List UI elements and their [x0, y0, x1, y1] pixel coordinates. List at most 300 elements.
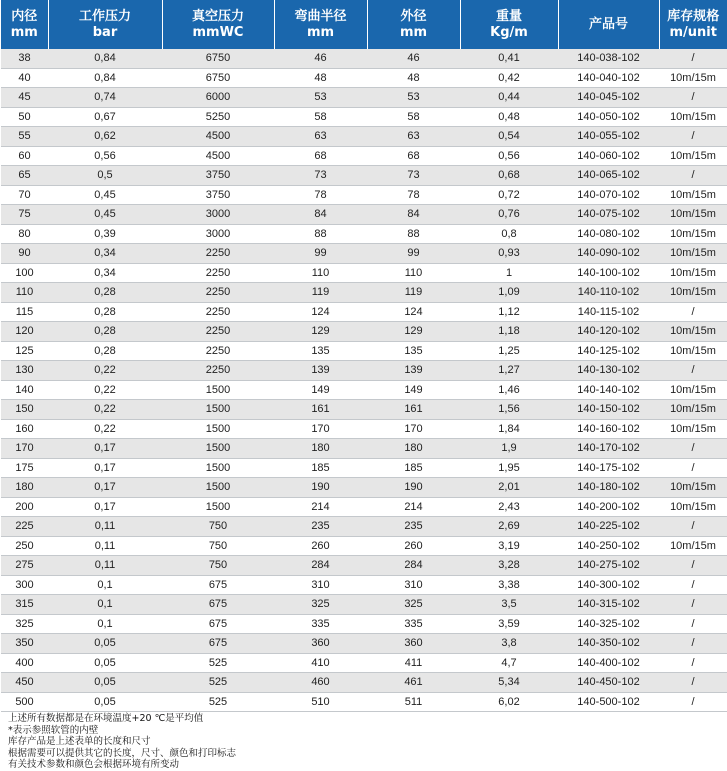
stock-spec-cell: /: [659, 673, 727, 693]
table-row: [1, 68, 727, 88]
working-pressure-cell: 0,56: [48, 146, 162, 166]
outer-diameter-cell: 99: [367, 244, 460, 264]
header-stock-spec: 库存规格 m/unit: [659, 0, 727, 49]
stock-spec-cell: 10m/15m: [659, 146, 727, 166]
weight-cell: 2,01: [460, 478, 558, 498]
working-pressure-cell: 0,1: [48, 595, 162, 615]
working-pressure-cell: 0,34: [48, 263, 162, 283]
product-code-cell: 140-450-102: [558, 673, 659, 693]
inner-diameter-cell: 350: [1, 634, 48, 654]
inner-diameter-cell: 300: [1, 575, 48, 595]
table-row: [1, 536, 727, 556]
product-code-cell: 140-315-102: [558, 595, 659, 615]
outer-diameter-cell: 185: [367, 458, 460, 478]
footnote: 上述所有数据都是在环境温度+20 ℃是平均值: [8, 713, 204, 724]
stock-spec-cell: 10m/15m: [659, 419, 727, 439]
header-vacuum-pressure: 真空压力 mmWC: [162, 0, 274, 49]
vacuum-pressure-cell: 750: [162, 517, 274, 537]
table-row: [1, 692, 727, 712]
table-row: [1, 614, 727, 634]
outer-diameter-cell: 161: [367, 400, 460, 420]
table-row: [1, 302, 727, 322]
vacuum-pressure-cell: 1500: [162, 497, 274, 517]
inner-diameter-cell: 180: [1, 478, 48, 498]
table-row: [1, 263, 727, 283]
product-code-cell: 140-175-102: [558, 458, 659, 478]
table-row: [1, 673, 727, 693]
table-row: [1, 653, 727, 673]
stock-spec-cell: /: [659, 634, 727, 654]
weight-cell: 1,12: [460, 302, 558, 322]
inner-diameter-cell: 110: [1, 283, 48, 303]
table-row: [1, 107, 727, 127]
working-pressure-cell: 0,22: [48, 400, 162, 420]
bend-radius-cell: 53: [274, 88, 367, 108]
header-outer-diameter: 外径 mm: [367, 0, 460, 49]
working-pressure-cell: 0,11: [48, 556, 162, 576]
product-code-cell: 140-200-102: [558, 497, 659, 517]
bend-radius-cell: 284: [274, 556, 367, 576]
working-pressure-cell: 0,22: [48, 419, 162, 439]
table-row: [1, 556, 727, 576]
product-code-cell: 140-040-102: [558, 68, 659, 88]
outer-diameter-cell: 461: [367, 673, 460, 693]
outer-diameter-cell: 63: [367, 127, 460, 147]
bend-radius-cell: 135: [274, 341, 367, 361]
stock-spec-cell: 10m/15m: [659, 224, 727, 244]
outer-diameter-cell: 180: [367, 439, 460, 459]
weight-cell: 1,9: [460, 439, 558, 459]
vacuum-pressure-cell: 2250: [162, 302, 274, 322]
stock-spec-cell: /: [659, 166, 727, 186]
table-row: [1, 322, 727, 342]
inner-diameter-cell: 55: [1, 127, 48, 147]
outer-diameter-cell: 214: [367, 497, 460, 517]
weight-cell: 0,54: [460, 127, 558, 147]
weight-cell: 2,43: [460, 497, 558, 517]
stock-spec-cell: 10m/15m: [659, 263, 727, 283]
weight-cell: 1,46: [460, 380, 558, 400]
outer-diameter-cell: 325: [367, 595, 460, 615]
working-pressure-cell: 0,62: [48, 127, 162, 147]
stock-spec-cell: /: [659, 88, 727, 108]
working-pressure-cell: 0,67: [48, 107, 162, 127]
stock-spec-cell: /: [659, 361, 727, 381]
stock-spec-cell: 10m/15m: [659, 185, 727, 205]
bend-radius-cell: 460: [274, 673, 367, 693]
product-code-cell: 140-170-102: [558, 439, 659, 459]
vacuum-pressure-cell: 6000: [162, 88, 274, 108]
product-code-cell: 140-180-102: [558, 478, 659, 498]
hose-spec-table: [1, 0, 727, 712]
vacuum-pressure-cell: 2250: [162, 341, 274, 361]
vacuum-pressure-cell: 4500: [162, 146, 274, 166]
stock-spec-cell: /: [659, 692, 727, 712]
inner-diameter-cell: 45: [1, 88, 48, 108]
bend-radius-cell: 410: [274, 653, 367, 673]
weight-cell: 1,25: [460, 341, 558, 361]
bend-radius-cell: 180: [274, 439, 367, 459]
vacuum-pressure-cell: 2250: [162, 322, 274, 342]
vacuum-pressure-cell: 675: [162, 634, 274, 654]
table-row: [1, 341, 727, 361]
bend-radius-cell: 46: [274, 49, 367, 68]
inner-diameter-cell: 120: [1, 322, 48, 342]
stock-spec-cell: /: [659, 575, 727, 595]
working-pressure-cell: 0,84: [48, 68, 162, 88]
footnote: 库存产品是上述表单的长度和尺寸: [8, 736, 151, 747]
outer-diameter-cell: 335: [367, 614, 460, 634]
outer-diameter-cell: 139: [367, 361, 460, 381]
stock-spec-cell: /: [659, 614, 727, 634]
inner-diameter-cell: 100: [1, 263, 48, 283]
product-code-cell: 140-250-102: [558, 536, 659, 556]
stock-spec-cell: /: [659, 439, 727, 459]
working-pressure-cell: 0,22: [48, 380, 162, 400]
bend-radius-cell: 510: [274, 692, 367, 712]
vacuum-pressure-cell: 3750: [162, 185, 274, 205]
weight-cell: 3,38: [460, 575, 558, 595]
outer-diameter-cell: 58: [367, 107, 460, 127]
weight-cell: 0,76: [460, 205, 558, 225]
stock-spec-cell: 10m/15m: [659, 400, 727, 420]
vacuum-pressure-cell: 750: [162, 536, 274, 556]
table-row: [1, 224, 727, 244]
footnote: 根据需要可以提供其它的长度，尺寸、颜色和打印标志: [8, 747, 237, 759]
weight-cell: 0,93: [460, 244, 558, 264]
bend-radius-cell: 84: [274, 205, 367, 225]
table-row: [1, 361, 727, 381]
bend-radius-cell: 78: [274, 185, 367, 205]
bend-radius-cell: 310: [274, 575, 367, 595]
product-code-cell: 140-055-102: [558, 127, 659, 147]
table-row: [1, 575, 727, 595]
bend-radius-cell: 58: [274, 107, 367, 127]
inner-diameter-cell: 325: [1, 614, 48, 634]
inner-diameter-cell: 115: [1, 302, 48, 322]
working-pressure-cell: 0,28: [48, 283, 162, 303]
header-inner-diameter: 内径 mm: [1, 0, 48, 49]
bend-radius-cell: 48: [274, 68, 367, 88]
stock-spec-cell: /: [659, 595, 727, 615]
table-row: [1, 478, 727, 498]
inner-diameter-cell: 75: [1, 205, 48, 225]
weight-cell: 1,27: [460, 361, 558, 381]
table-row: [1, 497, 727, 517]
product-code-cell: 140-140-102: [558, 380, 659, 400]
vacuum-pressure-cell: 1500: [162, 458, 274, 478]
stock-spec-cell: /: [659, 302, 727, 322]
working-pressure-cell: 0,05: [48, 692, 162, 712]
product-code-cell: 140-120-102: [558, 322, 659, 342]
outer-diameter-cell: 53: [367, 88, 460, 108]
weight-cell: 0,42: [460, 68, 558, 88]
stock-spec-cell: /: [659, 517, 727, 537]
inner-diameter-cell: 65: [1, 166, 48, 186]
stock-spec-cell: /: [659, 556, 727, 576]
table-row: [1, 458, 727, 478]
product-code-cell: 140-080-102: [558, 224, 659, 244]
table-header-row: [1, 0, 727, 49]
header-bend-radius: 弯曲半径 mm: [274, 0, 367, 49]
working-pressure-cell: 0,05: [48, 673, 162, 693]
inner-diameter-cell: 170: [1, 439, 48, 459]
inner-diameter-cell: 140: [1, 380, 48, 400]
outer-diameter-cell: 310: [367, 575, 460, 595]
vacuum-pressure-cell: 5250: [162, 107, 274, 127]
inner-diameter-cell: 50: [1, 107, 48, 127]
outer-diameter-cell: 84: [367, 205, 460, 225]
vacuum-pressure-cell: 3000: [162, 205, 274, 225]
vacuum-pressure-cell: 525: [162, 653, 274, 673]
working-pressure-cell: 0,1: [48, 614, 162, 634]
stock-spec-cell: /: [659, 653, 727, 673]
weight-cell: 4,7: [460, 653, 558, 673]
outer-diameter-cell: 46: [367, 49, 460, 68]
weight-cell: 6,02: [460, 692, 558, 712]
bend-radius-cell: 260: [274, 536, 367, 556]
vacuum-pressure-cell: 1500: [162, 400, 274, 420]
outer-diameter-cell: 235: [367, 517, 460, 537]
working-pressure-cell: 0,28: [48, 302, 162, 322]
vacuum-pressure-cell: 1500: [162, 380, 274, 400]
product-code-cell: 140-115-102: [558, 302, 659, 322]
bend-radius-cell: 335: [274, 614, 367, 634]
working-pressure-cell: 0,11: [48, 536, 162, 556]
bend-radius-cell: 124: [274, 302, 367, 322]
stock-spec-cell: /: [659, 49, 727, 68]
product-code-cell: 140-225-102: [558, 517, 659, 537]
table-row: [1, 205, 727, 225]
working-pressure-cell: 0,17: [48, 497, 162, 517]
outer-diameter-cell: 360: [367, 634, 460, 654]
inner-diameter-cell: 175: [1, 458, 48, 478]
vacuum-pressure-cell: 675: [162, 614, 274, 634]
stock-spec-cell: 10m/15m: [659, 244, 727, 264]
product-code-cell: 140-130-102: [558, 361, 659, 381]
header-working-pressure: 工作压力 bar: [48, 0, 162, 49]
footnote: *表示参照软管的内壁: [8, 724, 99, 736]
inner-diameter-cell: 500: [1, 692, 48, 712]
outer-diameter-cell: 124: [367, 302, 460, 322]
bend-radius-cell: 99: [274, 244, 367, 264]
stock-spec-cell: 10m/15m: [659, 205, 727, 225]
weight-cell: 1,56: [460, 400, 558, 420]
outer-diameter-cell: 73: [367, 166, 460, 186]
table-row: [1, 439, 727, 459]
bend-radius-cell: 88: [274, 224, 367, 244]
working-pressure-cell: 0,11: [48, 517, 162, 537]
outer-diameter-cell: 511: [367, 692, 460, 712]
vacuum-pressure-cell: 750: [162, 556, 274, 576]
product-code-cell: 140-500-102: [558, 692, 659, 712]
working-pressure-cell: 0,39: [48, 224, 162, 244]
outer-diameter-cell: 129: [367, 322, 460, 342]
working-pressure-cell: 0,28: [48, 322, 162, 342]
weight-cell: 1: [460, 263, 558, 283]
product-code-cell: 140-075-102: [558, 205, 659, 225]
inner-diameter-cell: 38: [1, 49, 48, 68]
weight-cell: 5,34: [460, 673, 558, 693]
weight-cell: 1,95: [460, 458, 558, 478]
stock-spec-cell: 10m/15m: [659, 107, 727, 127]
stock-spec-cell: 10m/15m: [659, 283, 727, 303]
weight-cell: 0,44: [460, 88, 558, 108]
stock-spec-cell: 10m/15m: [659, 536, 727, 556]
product-code-cell: 140-300-102: [558, 575, 659, 595]
bend-radius-cell: 325: [274, 595, 367, 615]
weight-cell: 2,69: [460, 517, 558, 537]
product-code-cell: 140-045-102: [558, 88, 659, 108]
weight-cell: 1,84: [460, 419, 558, 439]
weight-cell: 3,28: [460, 556, 558, 576]
product-code-cell: 140-325-102: [558, 614, 659, 634]
vacuum-pressure-cell: 2250: [162, 263, 274, 283]
bend-radius-cell: 63: [274, 127, 367, 147]
vacuum-pressure-cell: 1500: [162, 439, 274, 459]
outer-diameter-cell: 149: [367, 380, 460, 400]
inner-diameter-cell: 400: [1, 653, 48, 673]
vacuum-pressure-cell: 6750: [162, 68, 274, 88]
outer-diameter-cell: 284: [367, 556, 460, 576]
stock-spec-cell: 10m/15m: [659, 380, 727, 400]
outer-diameter-cell: 170: [367, 419, 460, 439]
bend-radius-cell: 110: [274, 263, 367, 283]
weight-cell: 3,5: [460, 595, 558, 615]
working-pressure-cell: 0,05: [48, 653, 162, 673]
product-code-cell: 140-160-102: [558, 419, 659, 439]
inner-diameter-cell: 40: [1, 68, 48, 88]
product-code-cell: 140-275-102: [558, 556, 659, 576]
weight-cell: 0,8: [460, 224, 558, 244]
outer-diameter-cell: 78: [367, 185, 460, 205]
table-row: [1, 244, 727, 264]
inner-diameter-cell: 80: [1, 224, 48, 244]
stock-spec-cell: 10m/15m: [659, 322, 727, 342]
table-row: [1, 127, 727, 147]
bend-radius-cell: 149: [274, 380, 367, 400]
outer-diameter-cell: 411: [367, 653, 460, 673]
weight-cell: 0,56: [460, 146, 558, 166]
working-pressure-cell: 0,45: [48, 185, 162, 205]
outer-diameter-cell: 119: [367, 283, 460, 303]
inner-diameter-cell: 130: [1, 361, 48, 381]
vacuum-pressure-cell: 675: [162, 595, 274, 615]
vacuum-pressure-cell: 6750: [162, 49, 274, 68]
table-row: [1, 49, 727, 68]
working-pressure-cell: 0,1: [48, 575, 162, 595]
vacuum-pressure-cell: 2250: [162, 244, 274, 264]
bend-radius-cell: 119: [274, 283, 367, 303]
stock-spec-cell: 10m/15m: [659, 68, 727, 88]
inner-diameter-cell: 90: [1, 244, 48, 264]
product-code-cell: 140-090-102: [558, 244, 659, 264]
inner-diameter-cell: 150: [1, 400, 48, 420]
vacuum-pressure-cell: 1500: [162, 419, 274, 439]
footnote: 有关技术参数和颜色会根据环境有所变动: [8, 759, 180, 770]
table-row: [1, 517, 727, 537]
vacuum-pressure-cell: 1500: [162, 478, 274, 498]
working-pressure-cell: 0,05: [48, 634, 162, 654]
working-pressure-cell: 0,5: [48, 166, 162, 186]
weight-cell: 0,72: [460, 185, 558, 205]
bend-radius-cell: 360: [274, 634, 367, 654]
weight-cell: 3,59: [460, 614, 558, 634]
working-pressure-cell: 0,74: [48, 88, 162, 108]
weight-cell: 0,68: [460, 166, 558, 186]
inner-diameter-cell: 275: [1, 556, 48, 576]
bend-radius-cell: 170: [274, 419, 367, 439]
working-pressure-cell: 0,17: [48, 478, 162, 498]
weight-cell: 0,41: [460, 49, 558, 68]
working-pressure-cell: 0,17: [48, 439, 162, 459]
product-code-cell: 140-100-102: [558, 263, 659, 283]
table-body: [1, 49, 727, 712]
working-pressure-cell: 0,84: [48, 49, 162, 68]
inner-diameter-cell: 225: [1, 517, 48, 537]
footnotes: [8, 713, 668, 771]
inner-diameter-cell: 60: [1, 146, 48, 166]
table-row: [1, 146, 727, 166]
table-row: [1, 634, 727, 654]
bend-radius-cell: 185: [274, 458, 367, 478]
vacuum-pressure-cell: 675: [162, 575, 274, 595]
bend-radius-cell: 214: [274, 497, 367, 517]
vacuum-pressure-cell: 2250: [162, 361, 274, 381]
product-code-cell: 140-400-102: [558, 653, 659, 673]
vacuum-pressure-cell: 3000: [162, 224, 274, 244]
outer-diameter-cell: 68: [367, 146, 460, 166]
table-row: [1, 595, 727, 615]
product-code-cell: 140-070-102: [558, 185, 659, 205]
outer-diameter-cell: 190: [367, 478, 460, 498]
product-code-cell: 140-150-102: [558, 400, 659, 420]
inner-diameter-cell: 200: [1, 497, 48, 517]
stock-spec-cell: 10m/15m: [659, 478, 727, 498]
table-row: [1, 380, 727, 400]
table-row: [1, 283, 727, 303]
vacuum-pressure-cell: 2250: [162, 283, 274, 303]
working-pressure-cell: 0,17: [48, 458, 162, 478]
outer-diameter-cell: 88: [367, 224, 460, 244]
working-pressure-cell: 0,22: [48, 361, 162, 381]
inner-diameter-cell: 250: [1, 536, 48, 556]
working-pressure-cell: 0,28: [48, 341, 162, 361]
outer-diameter-cell: 48: [367, 68, 460, 88]
stock-spec-cell: /: [659, 458, 727, 478]
product-code-cell: 140-038-102: [558, 49, 659, 68]
vacuum-pressure-cell: 525: [162, 673, 274, 693]
table-row: [1, 166, 727, 186]
header-weight: 重量 Kg/m: [460, 0, 558, 49]
working-pressure-cell: 0,34: [48, 244, 162, 264]
bend-radius-cell: 235: [274, 517, 367, 537]
weight-cell: 0,48: [460, 107, 558, 127]
bend-radius-cell: 73: [274, 166, 367, 186]
table-row: [1, 419, 727, 439]
vacuum-pressure-cell: 4500: [162, 127, 274, 147]
weight-cell: 3,8: [460, 634, 558, 654]
weight-cell: 1,09: [460, 283, 558, 303]
weight-cell: 1,18: [460, 322, 558, 342]
product-code-cell: 140-060-102: [558, 146, 659, 166]
header-product-code: 产品号: [558, 0, 659, 49]
table-row: [1, 88, 727, 108]
outer-diameter-cell: 260: [367, 536, 460, 556]
outer-diameter-cell: 110: [367, 263, 460, 283]
weight-cell: 3,19: [460, 536, 558, 556]
inner-diameter-cell: 70: [1, 185, 48, 205]
